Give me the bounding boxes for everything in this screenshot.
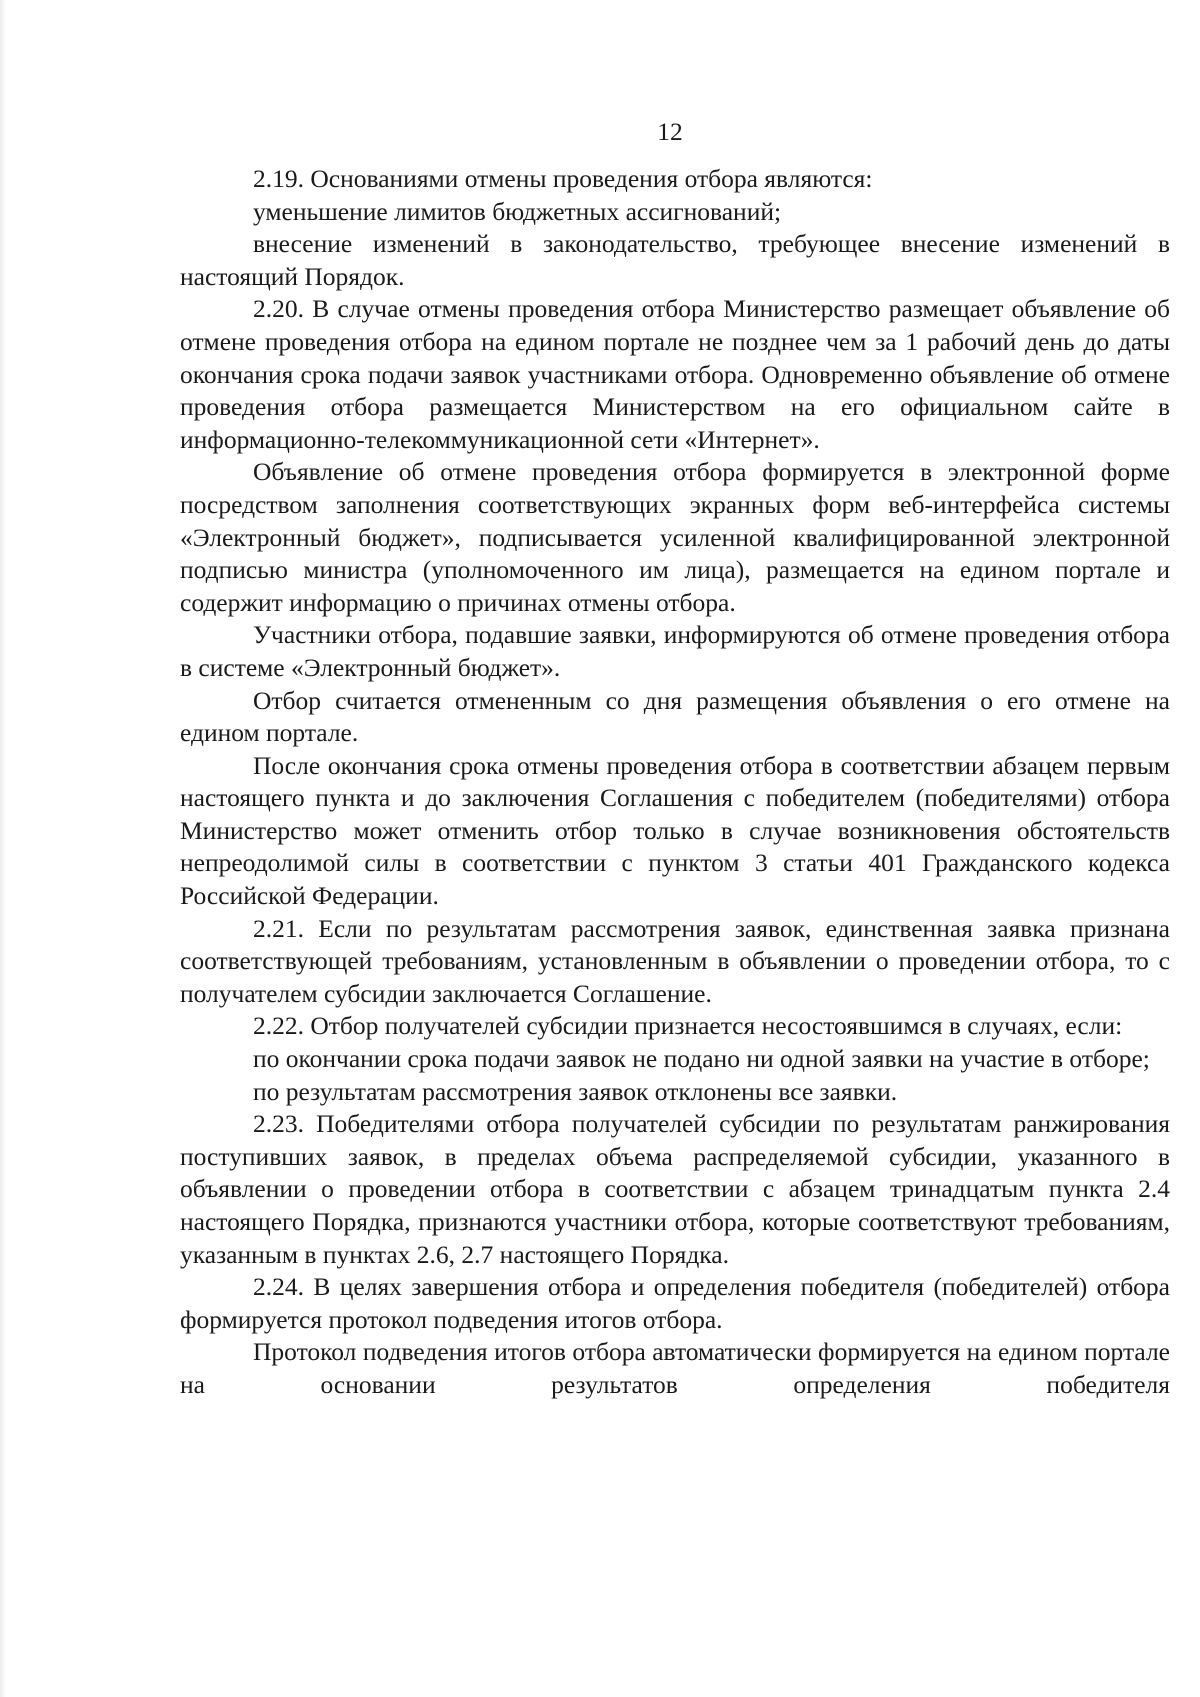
paragraph-force-majeure: После окончания срока отмены проведения отбора в соответствии абзацем первым настоящего пункта и до заключения Соглашения с победителем (победителями) отбора Министерство может отменить отбор только в случае возникновения обстоятельств непреодолимой силы в соответствии с пунктом 3 статьи 401 Гражданского кодекса Российской Федерации. (180, 750, 1170, 911)
paragraph-2-21: 2.21. Если по результатам рассмотрения заявок, единственная заявка признана соответствующей требованиям, установленным в объявлении о проведении отбора, то с получателем субсидии заключается Соглашение. (180, 913, 1170, 1008)
paragraph-participants-informed: Участники отбора, подавшие заявки, информируются об отмене проведения отбора в системе «Электронный бюджет». (180, 620, 1170, 682)
paragraph-2-23: 2.23. Победителями отбора получателей субсидии по результатам ранжирования поступивших заявок, в пределах объема распределяемой субсидии, указанного в объявлении о проведении отбора в соответствии с абзацем тринадцатым пункта 2.4 настоящего Порядка, признаются участники отбора, которые соответствуют требованиям, указанным в пунктах 2.6, 2.7 настоящего Порядка. (180, 1109, 1170, 1269)
paragraph-2-22-item-2: по результатам рассмотрения заявок отклонены все заявки. (253, 1076, 898, 1106)
paragraph-2-22-item-1: по окончании срока подачи заявок не подано ни одной заявки на участие в отборе; (253, 1044, 1150, 1074)
document-body (180, 163, 1170, 1402)
paragraph-announcement-form: Объявление об отмене проведения отбора формируется в электронной форме посредством заполнения соответствующих экранных форм веб-интерфейса системы «Электронный бюджет», подписывается усиленной квалифицированной электронной подписью министра (уполномоченного им лица), размещается на едином портале и содержит информацию о причинах отмены отбора. (180, 457, 1170, 617)
scan-edge (0, 0, 6, 1697)
paragraph-2-19: 2.19. Основаниями отмены проведения отбора являются: (253, 164, 873, 193)
paragraph-protocol: Протокол подведения итогов отбора автоматически формируется на едином портале на основании результатов определения победителя (180, 1337, 1170, 1399)
page-number: 12 (657, 117, 683, 146)
paragraph-2-19-item-1: уменьшение лимитов бюджетных ассигнований; (253, 196, 782, 226)
paragraph-selection-cancelled: Отбор считается отмененным со дня размещения объявления о его отмене на едином портале. (180, 685, 1170, 748)
paragraph-2-19-item-2: внесение изменений в законодательство, требующее внесение изменений в настоящий Порядок. (180, 229, 1170, 291)
paragraph-2-20: 2.20. В случае отмены проведения отбора Министерство размещает объявление об отмене проведения отбора на едином портале не позднее чем за 1 рабочий день до даты окончания срока подачи заявок участниками отбора. Одновременно объявление об отмене проведения отбора размещается Министерством на его официальном сайте в информационно-телекоммуникационной сети «Интернет». (180, 294, 1170, 454)
paragraph-2-24: 2.24. В целях завершения отбора и определения победителя (победителей) отбора формируется протокол подведения итогов отбора. (180, 1272, 1170, 1334)
paragraph-2-22: 2.22. Отбор получателей субсидии признается несостоявшимся в случаях, если: (253, 1011, 1123, 1041)
